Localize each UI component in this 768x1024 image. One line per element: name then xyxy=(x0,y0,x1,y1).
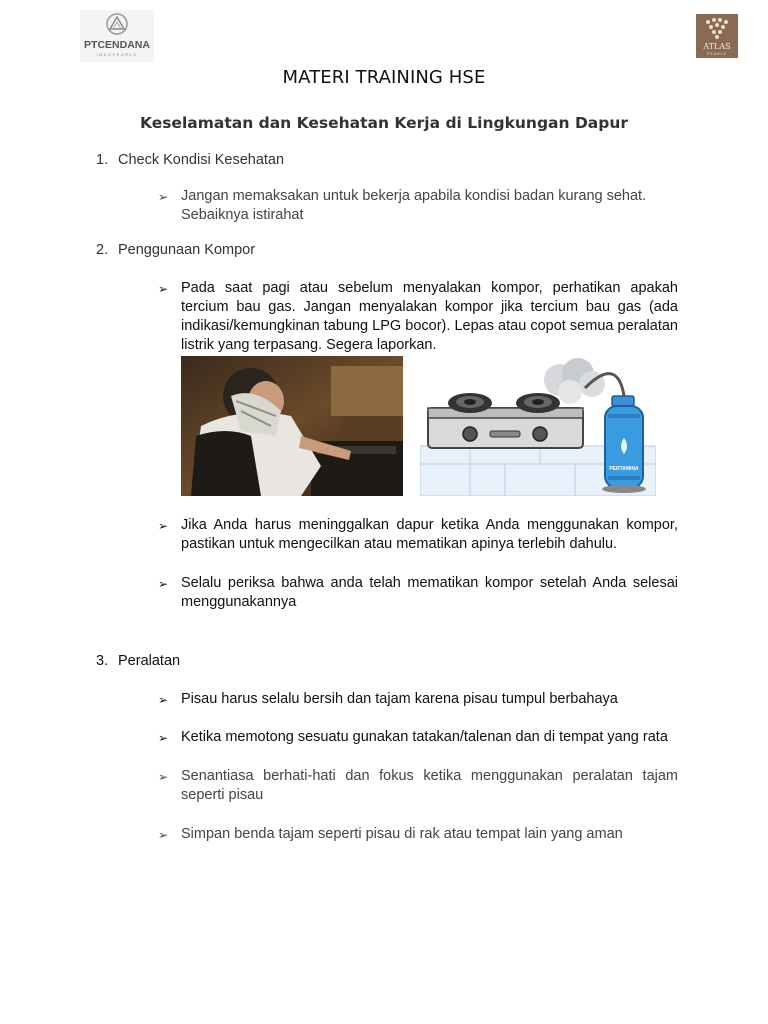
pt-cendana-logo xyxy=(80,10,154,62)
bullet-text: Selalu periksa bahwa anda telah mematikan kompor setelah Anda selesai menggunakannya xyxy=(181,575,678,610)
bullet-item xyxy=(158,279,678,355)
arrow-bullet-icon: ➢ xyxy=(158,519,169,533)
bullet-item xyxy=(158,574,678,612)
right-logo-subtext: PEARLS xyxy=(707,52,727,56)
tank-label: PERTAMINA xyxy=(609,466,639,472)
section-heading-2 xyxy=(96,242,255,258)
bullet-item xyxy=(158,728,678,747)
bullet-text: Jangan memaksakan untuk bekerja apabila kondisi badan kurang sehat. Sebaiknya istirahat xyxy=(181,188,647,223)
document-subtitle: Keselamatan dan Kesehatan Kerja di Lingkungan Dapur xyxy=(139,114,629,132)
bullet-item xyxy=(158,187,678,225)
section-number: 3. xyxy=(96,653,109,669)
bullet-text: Pada saat pagi atau sebelum menyalakan kompor, perhatikan apakah tercium bau gas. Jangan menyalakan kompor jika tercium bau gas (ada indikasi/kemungkinan tabung LPG bocor). Lepas atau copot semua peralatan listrik yang terpasang. Segera laporkan. xyxy=(181,280,678,353)
left-logo-text: PTCENDANA xyxy=(84,39,150,51)
arrow-bullet-icon: ➢ xyxy=(158,770,169,784)
arrow-bullet-icon: ➢ xyxy=(158,577,169,591)
atlas-pearls-logo xyxy=(696,14,738,58)
bullet-text: Senantiasa berhati-hati dan fokus ketika menggunakan peralatan tajam seperti pisau xyxy=(181,768,678,803)
arrow-bullet-icon: ➢ xyxy=(158,693,169,707)
bullet-item xyxy=(158,825,678,844)
bullet-text: Jika Anda harus meninggalkan dapur ketika Anda menggunakan kompor, pastikan untuk mengecilkan atau mematikan apinya terlebih dahulu. xyxy=(181,517,678,552)
section-heading-text: Penggunaan Kompor xyxy=(118,242,256,258)
arrow-bullet-icon: ➢ xyxy=(158,731,169,745)
arrow-bullet-icon: ➢ xyxy=(158,190,169,204)
bullet-text: Pisau harus selalu bersih dan tajam karena pisau tumpul berbahaya xyxy=(181,691,618,707)
section-number: 1. xyxy=(96,152,109,168)
arrow-bullet-icon: ➢ xyxy=(158,282,169,296)
arrow-bullet-icon: ➢ xyxy=(158,828,169,842)
section-heading-3 xyxy=(96,653,180,669)
bullet-text: Ketika memotong sesuatu gunakan tatakan/talenan dan di tempat yang rata xyxy=(181,729,668,745)
stove-gas-tank-illustration xyxy=(420,358,656,496)
section-number: 2. xyxy=(96,242,109,258)
left-logo-subtext: INDOPEARLS xyxy=(96,52,138,57)
bullet-item xyxy=(158,690,678,709)
section-heading-text: Peralatan xyxy=(118,653,181,669)
section-heading-1 xyxy=(96,152,284,168)
bullet-text: Simpan benda tajam seperti pisau di rak atau tempat lain yang aman xyxy=(181,826,623,842)
bullet-item xyxy=(158,767,678,805)
bullet-item xyxy=(158,516,678,554)
section-heading-text: Check Kondisi Kesehatan xyxy=(118,152,285,168)
document-title: MATERI TRAINING HSE xyxy=(282,67,486,88)
gas-smell-photo xyxy=(181,356,403,496)
right-logo-text: ATLAS xyxy=(703,42,731,51)
